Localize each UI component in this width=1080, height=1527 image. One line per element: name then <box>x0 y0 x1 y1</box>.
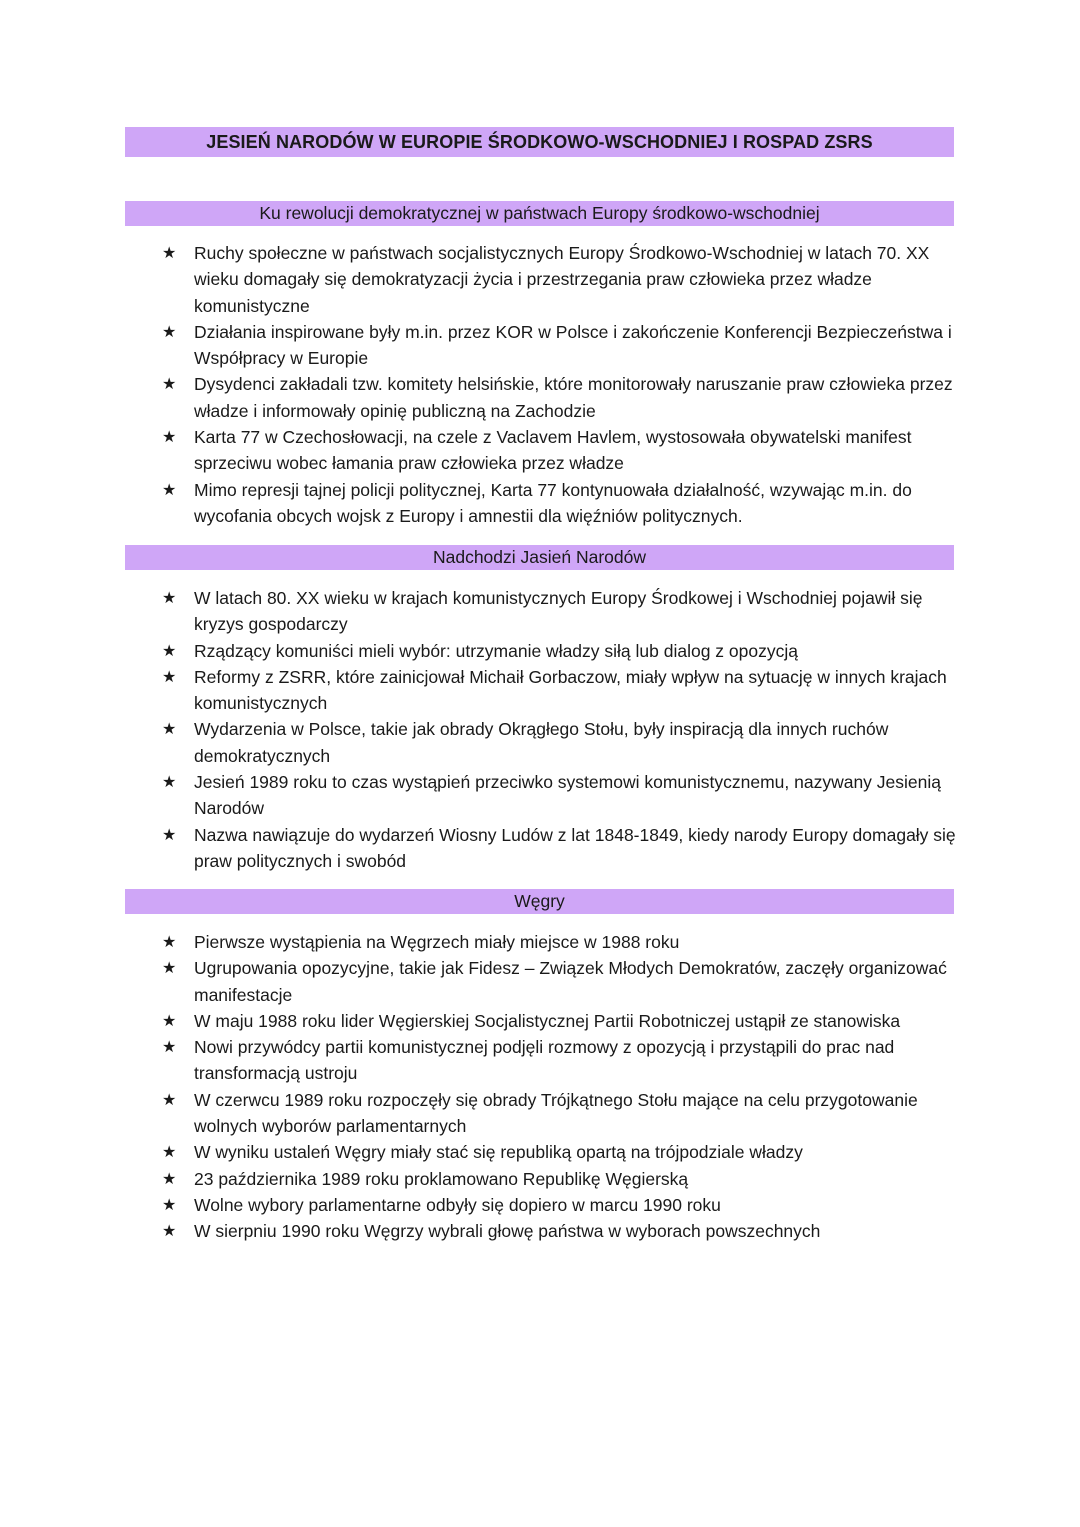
star-icon: ★ <box>162 479 177 499</box>
star-icon: ★ <box>162 932 177 951</box>
section-heading-text: Węgry <box>514 891 565 911</box>
section-heading <box>125 889 954 914</box>
list-item <box>160 371 960 424</box>
page-title <box>125 127 954 157</box>
list-item <box>160 664 960 717</box>
list-item <box>160 1166 960 1192</box>
star-icon: ★ <box>162 1010 177 1030</box>
list-item-text: Pierwsze wystąpienia na Węgrzech miały miejsce w 1988 roku <box>194 932 680 952</box>
star-icon: ★ <box>162 1037 177 1057</box>
list-item <box>160 319 960 372</box>
star-icon: ★ <box>162 666 177 686</box>
star-icon: ★ <box>162 374 177 394</box>
list-item <box>160 716 960 769</box>
list-item-text: Wydarzenia w Polsce, takie jak obrady Okrągłego Stołu, były inspiracją dla innych ruchów demokratycznych <box>194 719 889 766</box>
list-item-text: 23 października 1989 roku proklamowano Republikę Węgierską <box>194 1168 689 1189</box>
list-item <box>160 955 960 1008</box>
list-item <box>160 424 960 477</box>
list-item <box>160 1218 960 1244</box>
list-item-text: Karta 77 w Czechosłowacji, na czele z Vaclavem Havlem, wystosowała obywatelski manifest sprzeciwu wobec łamania praw człowieka przez władze <box>194 427 912 474</box>
list-item-text: Nazwa nawiązuje do wydarzeń Wiosny Ludów z lat 1848-1849, kiedy narody Europy domagały się praw politycznych i swobód <box>194 824 956 871</box>
star-icon: ★ <box>162 1142 177 1162</box>
section-heading-text: Nadchodzi Jasień Narodów <box>432 547 647 567</box>
list-item-text: W maju 1988 roku lider Węgierskiej Socjalistycznej Partii Robotniczej ustąpił ze stanowiska <box>194 1010 901 1031</box>
star-icon: ★ <box>162 719 177 739</box>
bullet-list <box>160 929 960 1245</box>
star-icon: ★ <box>162 243 177 262</box>
list-item-text: Ruchy społeczne w państwach socjalistycznych Europy Środkowo-Wschodniej w latach 70. XX wieku domagały się demokratyzacji życia i przestrzegania praw człowieka przez władze komunistyczne <box>194 243 930 316</box>
list-item <box>160 585 960 638</box>
list-item <box>160 1034 960 1087</box>
list-item <box>160 1139 960 1165</box>
list-item <box>160 477 960 530</box>
bullet-list <box>160 585 960 874</box>
list-item <box>160 1008 960 1034</box>
list-item-text: Jesień 1989 roku to czas wystąpień przeciwko systemowi komunistycznemu, nazywany Jesienią Narodów <box>194 772 941 819</box>
star-icon: ★ <box>162 958 177 978</box>
star-icon: ★ <box>162 427 177 447</box>
list-item-text: Działania inspirowane były m.in. przez KOR w Polsce i zakończenie Konferencji Bezpieczeństwa i Współpracy w Europie <box>194 321 952 369</box>
list-item-text: W czerwcu 1989 roku rozpoczęły się obrady Trójkątnego Stołu mające na celu przygotowanie wolnych wyborów parlamentarnych <box>194 1089 918 1137</box>
star-icon: ★ <box>162 640 177 660</box>
list-item-text: Dysydenci zakładali tzw. komitety helsińskie, które monitorowały naruszanie praw człowieka przez władze i informowały opinię publiczną na Zachodzie <box>194 374 953 421</box>
star-icon: ★ <box>162 321 177 341</box>
list-item-text: W latach 80. XX wieku w krajach komunistycznych Europy Środkowej i Wschodniej pojawił się kryzys gospodarczy <box>194 588 923 635</box>
list-item <box>160 240 960 319</box>
star-icon: ★ <box>162 588 177 607</box>
list-item-text: Wolne wybory parlamentarne odbyły się dopiero w marcu 1990 roku <box>194 1194 721 1215</box>
list-item-text: Rządzący komuniści mieli wybór: utrzymanie władzy siłą lub dialog z opozycją <box>194 640 798 661</box>
bullet-list <box>160 240 960 529</box>
list-item <box>160 1192 960 1218</box>
list-item-text: W wyniku ustaleń Węgry miały stać się republiką opartą na trójpodziale władzy <box>194 1142 803 1163</box>
list-item-text: Nowi przywódcy partii komunistycznej podjęli rozmowy z opozycją i przystąpili do prac nad transformacją ustroju <box>194 1037 895 1084</box>
section-heading <box>125 545 954 570</box>
star-icon: ★ <box>162 824 177 844</box>
list-item <box>160 638 960 664</box>
list-item <box>160 929 960 955</box>
page-title-text: JESIEŃ NARODÓW W EUROPIE ŚRODKOWO-WSCHODNIEJ I ROSPAD ZSRS <box>206 131 873 152</box>
star-icon: ★ <box>162 1194 177 1214</box>
section-heading-text: Ku rewolucji demokratycznej w państwach Europy środkowo-wschodniej <box>259 203 820 223</box>
list-item-text: W sierpniu 1990 roku Węgrzy wybrali głowę państwa w wyborach powszechnych <box>194 1221 821 1242</box>
star-icon: ★ <box>162 1089 177 1109</box>
section-heading <box>125 201 954 226</box>
list-item <box>160 769 960 822</box>
star-icon: ★ <box>162 1168 177 1188</box>
star-icon: ★ <box>162 1221 177 1241</box>
list-item-text: Reformy z ZSRR, które zainicjował Michaił Gorbaczow, miały wpływ na sytuację w innych krajach komunistycznych <box>194 666 947 714</box>
star-icon: ★ <box>162 772 177 792</box>
list-item-text: Mimo represji tajnej policji politycznej, Karta 77 kontynuowała działalność, wzywając m.in. do wycofania obcych wojsk z Europy i amnestii dla więźniów politycznych. <box>194 479 912 526</box>
list-item-text: Ugrupowania opozycyjne, takie jak Fidesz – Związek Młodych Demokratów, zaczęły organizować manifestacje <box>194 958 947 1005</box>
list-item <box>160 822 960 875</box>
list-item <box>160 1087 960 1140</box>
